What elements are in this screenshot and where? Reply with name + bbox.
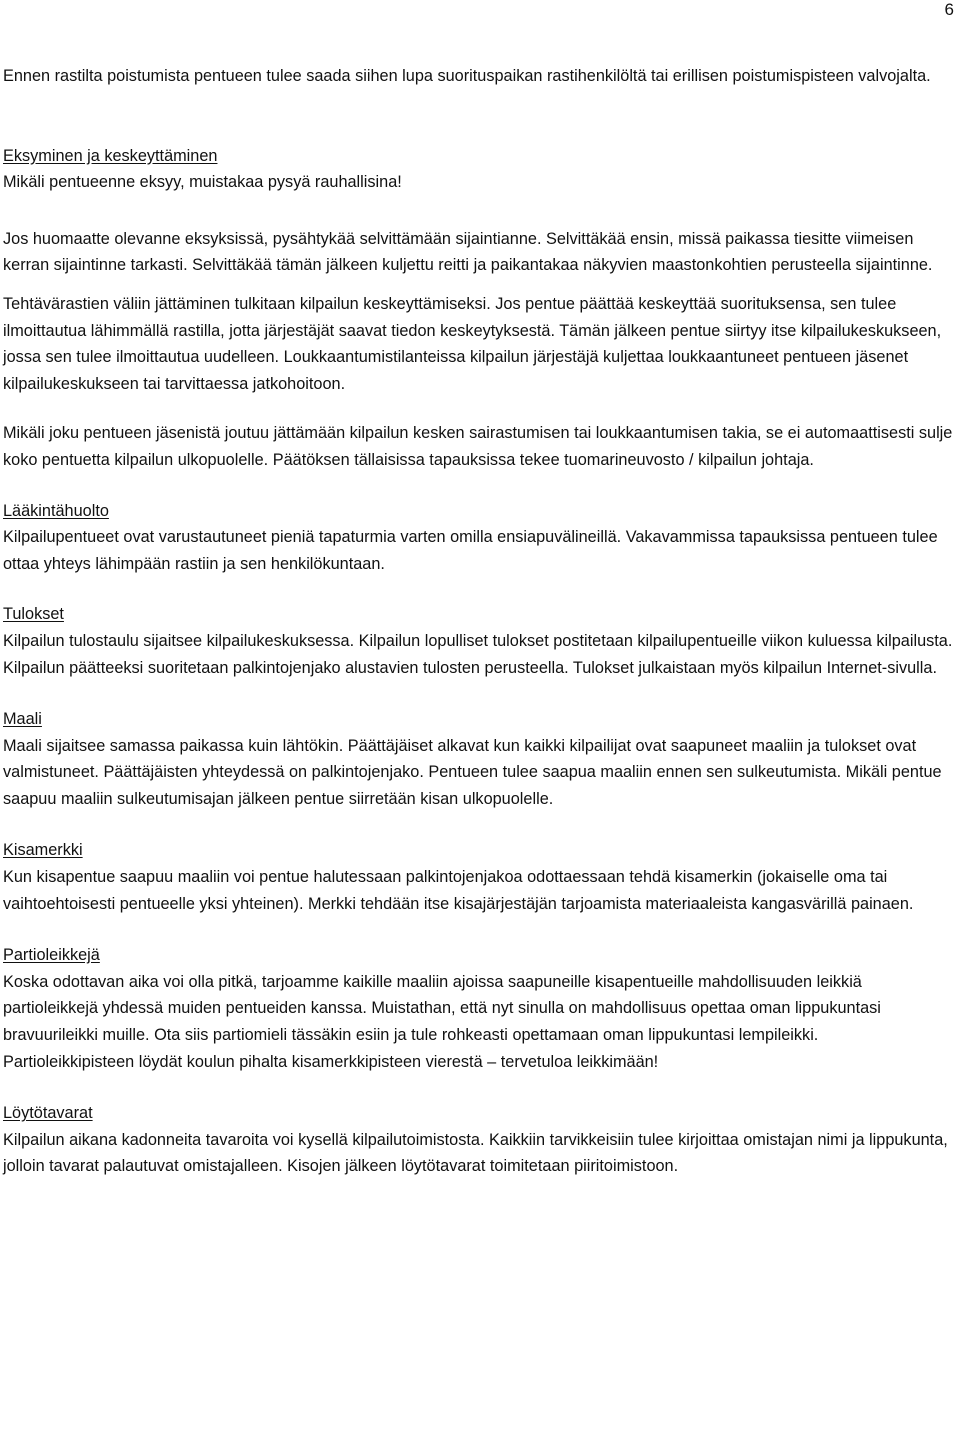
loytotavarat-section: [3, 1100, 953, 1180]
maali-section: [3, 706, 953, 812]
eksyminen-sijainti-paragraph: Jos huomaatte olevanne eksyksissä, pysähtykää selvittämään sijaintianne. Selvittäkää ensin, missä paikassa tiesitte viimeisen kerran sijaintinne tarkasti. Selvittäkää tämän jälkeen kuljettu reitti ja paikantakaa näkyvien maastonkohtien perusteella sijaintinne.: [3, 229, 933, 275]
laakintahuolto-section: [3, 498, 953, 578]
page-number: 6: [944, 0, 954, 19]
eksyminen-paragraph-4: [3, 420, 953, 473]
loytotavarat-heading: Löytötavarat: [3, 1104, 93, 1123]
kisamerkki-heading: Kisamerkki: [3, 841, 83, 860]
kisamerkki-section: [3, 837, 953, 917]
laakintahuolto-paragraph: Kilpailupentueet ovat varustautuneet pieniä tapaturmia varten omilla ensiapuvälineillä. Vakavammissa tapauksissa pentueen tulee ottaa yhteys lähimpään rastiin ja sen henkilökuntaan.: [3, 528, 938, 573]
eksyminen-keskeytys-paragraph: Tehtävärastien väliin jättäminen tulkitaan kilpailun keskeyttämiseksi. Jos pentue päättää keskeyttää suorituksensa, sen tulee ilmoittautua lähimmällä rastilla, jotta järjestäjät saavat tiedon keskeytyksestä. Tämän jälkeen pentue siirtyy itse kilpailukeskukseen, jossa sen tulee ilmoittautua uudelleen. Loukkaantumistilanteissa kilpailun järjestäjä kuljettaa loukkaantuneet pentueen jäsenet kilpailukeskukseen tai tarvittaessa jatkohoitoon.: [3, 294, 942, 393]
maali-heading: Maali: [3, 710, 42, 729]
intro-paragraph: Ennen rastilta poistumista pentueen tulee saada siihen lupa suorituspaikan rastihenkilöltä tai erillisen poistumispisteen valvojalta.: [3, 67, 931, 85]
partioleikkeja-heading: Partioleikkejä: [3, 946, 100, 965]
eksyminen-paragraph-3: [3, 291, 953, 397]
maali-paragraph: Maali sijaitsee samassa paikassa kuin lähtökin. Päättäjäiset alkavat kun kaikki kilpailijat ovat saapuneet maaliin ja tulokset ovat valmistuneet. Päättäjäisten yhteydessä on palkintojenjako. Pentueen tulee saapua maaliin ennen sen sulkeutumista. Mikäli pentue saapuu maaliin sulkeutumisajan jälkeen pentue siirretään kisan ulkopuolelle.: [3, 736, 942, 808]
document-body: [3, 63, 953, 1180]
eksyminen-paragraph-2: [3, 226, 953, 279]
eksyminen-line: Mikäli pentueenne eksyy, muistakaa pysyä rauhallisina!: [3, 173, 402, 192]
loytotavarat-paragraph: Kilpailun aikana kadonneita tavaroita voi kysellä kilpailutoimistosta. Kaikkiin tarvikkeisiin tulee kirjoittaa omistajan nimi ja lippukunta, jolloin tavarat palautuvat omistajalleen. Kisojen jälkeen löytötavarat toimitetaan piiritoimistoon.: [3, 1130, 948, 1176]
eksyminen-heading: Eksyminen ja keskeyttäminen: [3, 146, 218, 165]
partioleikkeja-section: [3, 942, 953, 1075]
partioleikkeja-paragraph: Koska odottavan aika voi olla pitkä, tarjoamme kaikille maaliin ajoissa saapuneille kisapentueille mahdollisuuden leikkiä partioleikkejä yhdessä muiden pentueiden kanssa. Muistathan, että nyt sinulla on mahdollisuus opettaa oman lippukuntasi bravuurileikki muille. Ota siis partiomieli tässäkin esiin ja tule rohkeasti opettamaan oman lippukuntasi lempileikki. Partioleikkipisteen löydät koulun pihalta kisamerkkipisteen vierestä – tervetuloa leikkimään!: [3, 972, 881, 1071]
tulokset-section: [3, 601, 953, 681]
tulokset-paragraph: Kilpailun tulostaulu sijaitsee kilpailukeskuksessa. Kilpailun lopulliset tulokset postitetaan kilpailupentueille viikon kuluessa kilpailusta. Kilpailun päätteeksi suoritetaan palkintojenjako alustavien tulosten perusteella. Tulokset julkaistaan myös kilpailun Internet-sivulla.: [3, 631, 953, 677]
laakintahuolto-heading: Lääkintähuolto: [3, 501, 109, 520]
intro-section: [3, 63, 953, 90]
kisamerkki-paragraph: Kun kisapentue saapuu maaliin voi pentue halutessaan palkintojenjakoa odottaessaan tehdä kisamerkin (jokaiselle oma tai vaihtoehtoisesti pentueelle yksi yhteinen). Merkki tehdään itse kisajärjestäjän tarjoamista materiaaleista kangasvärillä painaen.: [3, 868, 914, 913]
tulokset-heading: Tulokset: [3, 605, 64, 624]
eksyminen-section: [3, 143, 953, 196]
eksyminen-sairastuminen-paragraph: Mikäli joku pentueen jäsenistä joutuu jättämään kilpailun kesken sairastumisen tai loukkaantumisen takia, se ei automaattisesti sulje koko pentuetta kilpailun ulkopuolelle. Päätöksen tällaisissa tapauksissa tekee tuomarineuvosto / kilpailun johtaja.: [3, 424, 953, 469]
